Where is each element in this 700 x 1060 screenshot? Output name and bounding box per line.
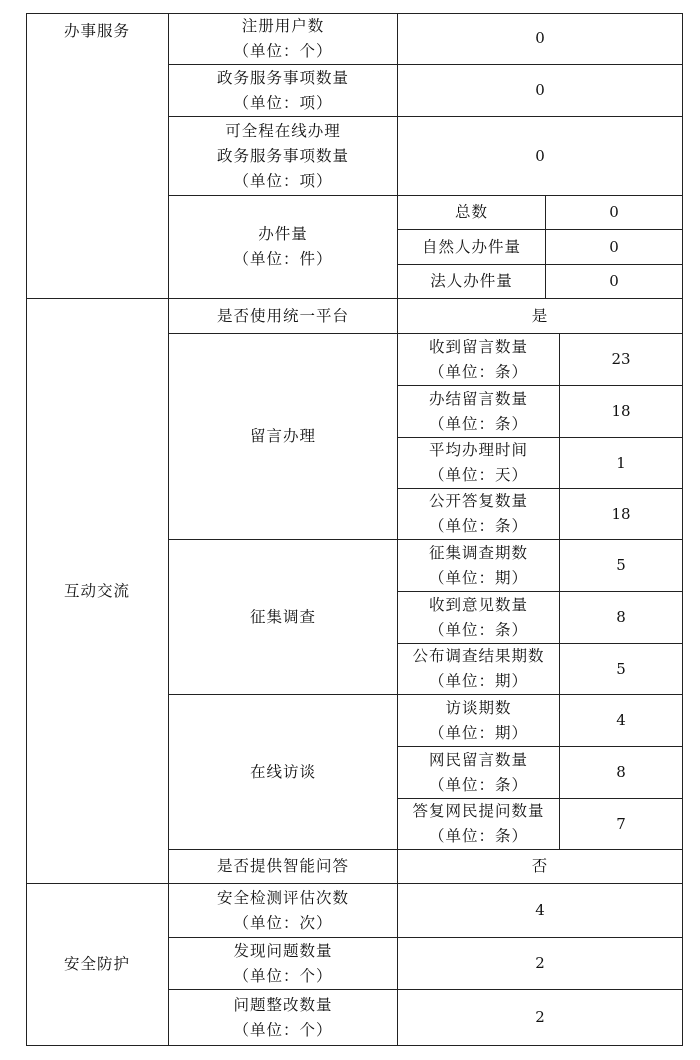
- interview-answers-label: 答复网民提问数量 （单位：条）: [398, 799, 560, 850]
- section-interaction: [26, 299, 169, 884]
- handled-legal-value: 0: [546, 265, 683, 299]
- section-security: [26, 884, 169, 1046]
- messages-avg-time-label: 平均办理时间 （单位：天）: [398, 438, 560, 489]
- handled-legal-label: 法人办件量: [398, 265, 546, 299]
- handled-label: 办件量 （单位：件）: [169, 196, 398, 299]
- online-items-value: 0: [398, 117, 683, 196]
- section-service-title: 办事服务: [63, 22, 130, 40]
- rectified-label: 问题整改数量 （单位：个）: [169, 990, 398, 1046]
- assessments-label: 安全检测评估次数 （单位：次）: [169, 884, 398, 938]
- survey-periods-label: 征集调查期数 （单位：期）: [398, 540, 560, 592]
- survey-results-value: 5: [560, 644, 683, 695]
- interview-periods-value: 4: [560, 695, 683, 747]
- interview-answers-value: 7: [560, 799, 683, 850]
- messages-public-replies-label: 公开答复数量 （单位：条）: [398, 489, 560, 540]
- assessments-value: 4: [398, 884, 683, 938]
- online-items-label: 可全程在线办理 政务服务事项数量 （单位：项）: [169, 117, 398, 196]
- problems-label: 发现问题数量 （单位：个）: [169, 938, 398, 990]
- survey-group-label: 征集调查: [169, 540, 398, 695]
- unified-platform-value: 是: [398, 299, 683, 334]
- section-service: [26, 13, 169, 299]
- messages-group-label: 留言办理: [169, 334, 398, 540]
- interview-periods-label: 访谈期数 （单位：期）: [398, 695, 560, 747]
- section-security-title: 安全防护: [63, 955, 130, 973]
- survey-periods-value: 5: [560, 540, 683, 592]
- survey-opinions-value: 8: [560, 592, 683, 644]
- interview-messages-label: 网民留言数量 （单位：条）: [398, 747, 560, 799]
- handled-natural-label: 自然人办件量: [398, 230, 546, 265]
- messages-avg-time-value: 1: [560, 438, 683, 489]
- handled-total-label: 总数: [398, 196, 546, 230]
- interview-group-label: 在线访谈: [169, 695, 398, 850]
- section-interaction-title: 互动交流: [63, 581, 130, 600]
- problems-value: 2: [398, 938, 683, 990]
- rectified-value: 2: [398, 990, 683, 1046]
- smart-qa-value: 否: [398, 850, 683, 884]
- interview-messages-value: 8: [560, 747, 683, 799]
- registered-users-label: 注册用户数 （单位：个）: [169, 13, 398, 65]
- messages-received-value: 23: [560, 334, 683, 386]
- survey-opinions-label: 收到意见数量 （单位：条）: [398, 592, 560, 644]
- service-items-value: 0: [398, 65, 683, 117]
- survey-results-label: 公布调查结果期数 （单位：期）: [398, 644, 560, 695]
- messages-concluded-label: 办结留言数量 （单位：条）: [398, 386, 560, 438]
- messages-received-label: 收到留言数量 （单位：条）: [398, 334, 560, 386]
- unified-platform-label: 是否使用统一平台: [169, 299, 398, 334]
- handled-natural-value: 0: [546, 230, 683, 265]
- messages-public-replies-value: 18: [560, 489, 683, 540]
- messages-concluded-value: 18: [560, 386, 683, 438]
- handled-total-value: 0: [546, 196, 683, 230]
- service-items-label: 政务服务事项数量 （单位：项）: [169, 65, 398, 117]
- smart-qa-label: 是否提供智能问答: [169, 850, 398, 884]
- registered-users-value: 0: [398, 13, 683, 65]
- statistics-table: [26, 13, 683, 1046]
